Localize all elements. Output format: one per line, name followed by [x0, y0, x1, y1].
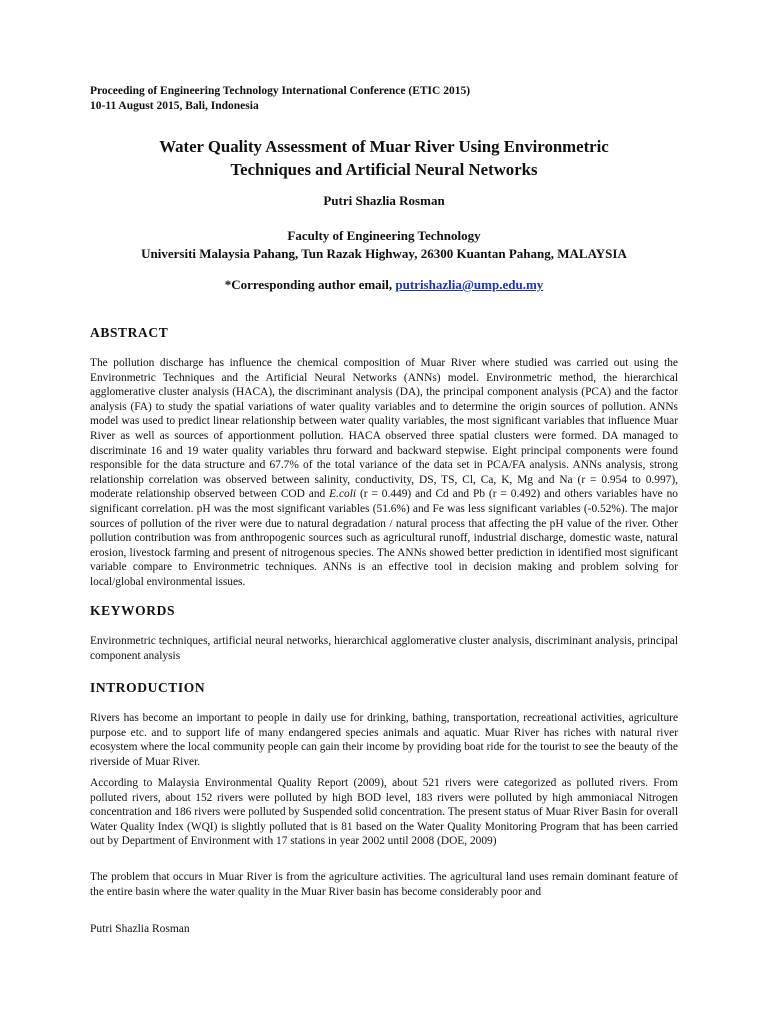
affiliation	[0, 227, 768, 262]
corresponding-author	[0, 277, 768, 293]
page-footer-author: Putri Shazlia Rosman	[90, 923, 190, 935]
author-name: Putri Shazlia Rosman	[323, 193, 445, 208]
email-link[interactable]: putrishazlia@ump.edu.my	[395, 277, 544, 292]
introduction-paragraph-2: According to Malaysia Environmental Quality Report (2009), about 521 rivers were categorized as polluted rivers. From polluted rivers, about 152 rivers were polluted by high BOD level, 183 rivers were polluted by high ammoniacal Nitrogen concentration and 186 rivers were polluted by Suspended solid concentration. The present status of Muar River Basin for overall Water Quality Index (WQI) is slightly polluted that is 81 based on the Water Quality Monitoring Program that has been carried out by Department of Environment with 17 stations in year 2002 until 2008 (DOE, 2009)	[90, 777, 678, 848]
abstract-text-part-1: The pollution discharge has influence the chemical composition of Muar River where studied was carried out using the Environmetric Techniques and the Artificial Neural Networks (ANNs) model. Environmetric method, the hierarchical agglomerative cluster analysis (HACA), the discriminant analysis (DA), the principal component analysis (PCA) and the factor analysis (FA) to study the spatial variations of water quality variables and to determine the origin sources of pollution. ANNs model was used to predict linear relationship between water quality variables, the most significant variables that influence Muar River as well as sources of apportionment pollution. HACA observed three spatial clusters were formed. DA managed to discriminate 16 and 19 water quality variables thru forward and backward stepwise. Eight principal components were found responsible for the data structure and 67.7% of the total variance of the data set in PCA/FA analysis. ANNs analysis, strong relationship correlation was observed between salinity, conductivity, DS, TS, Cl, Ca, K, Mg and Na (r = 0.954 to 0.997), moderate relationship observed between COD and	[90, 357, 678, 501]
introduction-heading: INTRODUCTION	[90, 680, 206, 695]
paper-title-line-1: Water Quality Assessment of Muar River Using Environmetric	[159, 137, 609, 156]
affiliation-faculty: Faculty of Engineering Technology	[287, 228, 481, 243]
corresponding-label: *Corresponding author email,	[224, 277, 396, 292]
conference-date-location: 10-11 August 2015, Bali, Indonesia	[90, 99, 259, 112]
conference-header	[90, 84, 470, 113]
abstract-heading: ABSTRACT	[90, 325, 169, 340]
introduction-paragraph-1: Rivers has become an important to people in daily use for drinking, bathing, transportation, recreational activities, agriculture purpose etc. and to support life of many endangered species animals and aquatic. Muar River has riches with natural river ecosystem where the local community people can gain their income by providing boat ride for the tourist to see the beauty of the riverside of Muar River.	[90, 712, 678, 768]
affiliation-university: Universiti Malaysia Pahang, Tun Razak Highway, 26300 Kuantan Pahang, MALAYSIA	[141, 245, 627, 261]
introduction-paragraph-3: The problem that occurs in Muar River is from the agriculture activities. The agricultural land uses remain dominant feature of the entire basin where the water quality in the Muar River basin has become considerably poor and	[90, 871, 678, 898]
paper-title	[40, 136, 728, 181]
abstract-italic-ecoli: E.coli	[329, 488, 357, 501]
paper-title-line-2: Techniques and Artificial Neural Networks	[230, 159, 538, 179]
conference-name: Proceeding of Engineering Technology International Conference (ETIC 2015)	[90, 85, 471, 97]
keywords-heading: KEYWORDS	[90, 603, 176, 618]
abstract-text	[90, 356, 678, 590]
abstract-text-part-2: (r = 0.449) and Cd and Pb (r = 0.492) and others variables have no significant correlation. pH was the most significant variables (51.6%) and Fe was less significant variables (-0.52%). The major sources of pollution of the river were due to natural degradation / natural process that affecting the pH value of the river. Other pollution contribution was from anthropogenic sources such as agricultural runoff, industrial discharge, domestic waste, natural erosion, livestock farming and present of nitrogenous species. The ANNs showed better prediction in identified most significant variable compare to Environmetric techniques. ANNs is an effective tool in decision making and problem solving for local/global environmental issues.	[90, 488, 678, 588]
keywords-text: Environmetric techniques, artificial neural networks, hierarchical agglomerative cluster analysis, discriminant analysis, principal component analysis	[90, 635, 678, 662]
